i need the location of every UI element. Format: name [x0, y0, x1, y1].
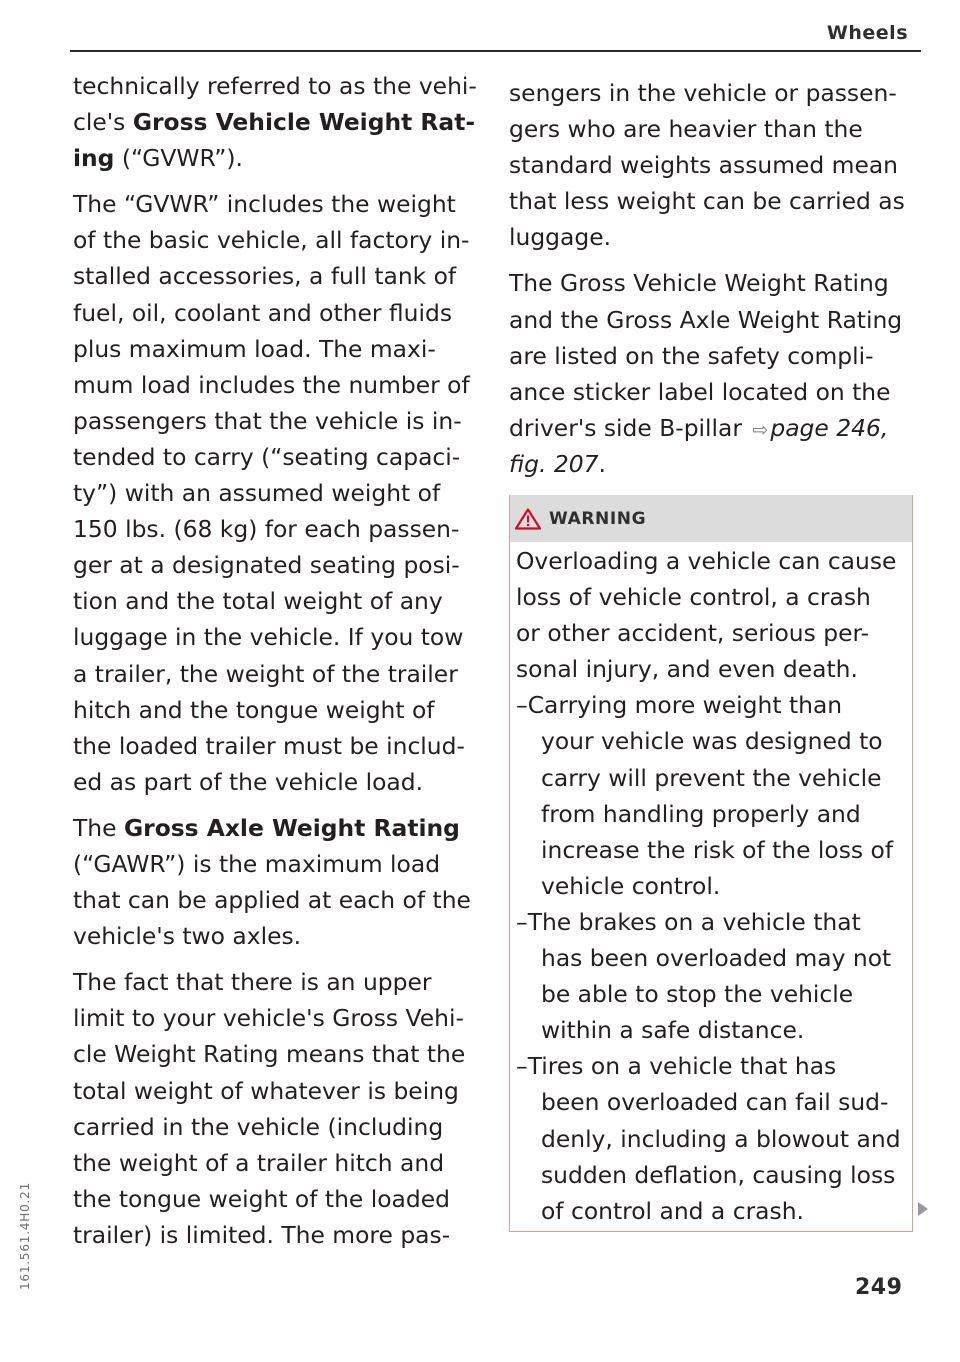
right-column	[509, 75, 919, 482]
text-line: sengers in the vehicle or passen-	[509, 79, 897, 107]
text-line: The Gross Axle Weight Rating	[73, 813, 460, 842]
warning-text-line: sonal injury, and even death.	[516, 655, 858, 684]
text-line: tion and the total weight of any	[73, 587, 443, 616]
text-line: mum load includes the number of	[73, 370, 470, 399]
warning-text-line: loss of vehicle control, a crash	[516, 583, 871, 612]
text-line: passengers that the vehicle is in-	[73, 406, 462, 435]
text-line: a trailer, the weight of the trailer	[73, 659, 458, 688]
text-line: (“GAWR”) is the maximum load	[73, 849, 441, 878]
paragraph-upper-limit	[73, 964, 483, 1253]
page-reference-link[interactable]: page 246,	[770, 413, 889, 442]
text-line: total weight of whatever is being	[73, 1076, 459, 1105]
text-line: ed as part of the vehicle load.	[73, 767, 424, 796]
document-code: 161.561.4H0.21	[18, 1181, 32, 1290]
text-line: ger at a designated seating posi-	[73, 551, 460, 580]
text-line: plus maximum load. The maxi-	[73, 334, 436, 363]
warning-bullet: –Carrying more weight than your vehicle was designed to carry will prevent the vehicle from handling properly and increase the risk of the loss of vehicle control.	[516, 691, 894, 900]
text-line: gers who are heavier than the	[509, 115, 863, 144]
text-line: fig. 207.	[509, 449, 606, 478]
paragraph-gvwr	[73, 186, 483, 800]
text-line: are listed on the safety compli-	[509, 341, 874, 370]
paragraph-ratings-location	[509, 265, 919, 482]
text-line: carried in the vehicle (including	[73, 1112, 444, 1141]
text-line: and the Gross Axle Weight Rating	[509, 305, 903, 334]
gawr-term: Gross Axle Weight Rating	[123, 813, 460, 842]
text-line: driver's side B-pillar ⇨page 246,	[509, 413, 889, 442]
text-line: ing (“GVWR”).	[73, 144, 243, 173]
text-line: standard weights assumed mean	[509, 151, 898, 180]
text-line: that can be applied at each of the	[73, 886, 471, 915]
text-line: tended to carry (“seating capaci-	[73, 442, 461, 471]
text-line: of the basic vehicle, all factory in-	[73, 226, 470, 255]
text-line: luggage in the vehicle. If you tow	[73, 623, 464, 652]
gvwr-term: Gross Vehicle Weight Rat-	[132, 108, 476, 137]
warning-text-line: or other accident, serious per-	[516, 619, 870, 648]
text-line: limit to your vehicle's Gross Vehi-	[73, 1004, 464, 1033]
continued-arrow-icon	[918, 1202, 928, 1216]
section-title: Wheels	[826, 22, 908, 44]
text-line: stalled accessories, a full tank of	[73, 262, 457, 291]
text-line: the tongue weight of the loaded	[73, 1184, 450, 1213]
text-line: cle Weight Rating means that the	[73, 1040, 466, 1069]
text-line: The “GVWR” includes the weight	[73, 190, 456, 219]
warning-text-line: Overloading a vehicle can cause	[516, 547, 897, 575]
text-line: trailer) is limited. The more pas-	[73, 1220, 451, 1249]
left-column	[73, 68, 483, 1253]
text-line: 150 lbs. (68 kg) for each passen-	[73, 515, 460, 544]
text-line: cle's Gross Vehicle Weight Rat-	[73, 108, 476, 137]
warning-label: WARNING	[549, 508, 647, 529]
header-rule	[70, 50, 921, 52]
text-line: hitch and the tongue weight of	[73, 695, 435, 724]
warning-body	[510, 542, 912, 1229]
text-line: the weight of a trailer hitch and	[73, 1148, 445, 1177]
cross-reference-arrow-icon: ⇨	[752, 418, 769, 441]
text-line: ance sticker label located on the	[509, 377, 891, 406]
text-line: vehicle's two axles.	[73, 922, 302, 951]
warning-box	[509, 495, 913, 1232]
page-number: 249	[855, 1275, 903, 1300]
text-line: fuel, oil, coolant and other fluids	[73, 298, 453, 327]
text-line: The Gross Vehicle Weight Rating	[509, 269, 889, 298]
warning-triangle-icon	[515, 508, 541, 530]
text-line: technically referred to as the vehi-	[73, 72, 477, 100]
figure-reference-link[interactable]: fig. 207	[509, 449, 599, 478]
paragraph-continued	[509, 75, 919, 255]
text-line: luggage.	[509, 223, 612, 252]
paragraph-gawr	[73, 810, 483, 954]
warning-bullet: –Tires on a vehicle that has been overloaded can fail sud- denly, including a blowout and sudden deflation, causing loss of control and a crash.	[516, 1052, 901, 1225]
text-line: that less weight can be carried as	[509, 187, 905, 216]
text-line: the loaded trailer must be includ-	[73, 731, 465, 760]
warning-bullet: –The brakes on a vehicle that has been overloaded may not be able to stop the vehicle within a safe distance.	[516, 907, 892, 1045]
text-line: The fact that there is an upper	[73, 968, 432, 997]
warning-header	[510, 495, 912, 542]
text-line: ty”) with an assumed weight of	[73, 479, 441, 508]
